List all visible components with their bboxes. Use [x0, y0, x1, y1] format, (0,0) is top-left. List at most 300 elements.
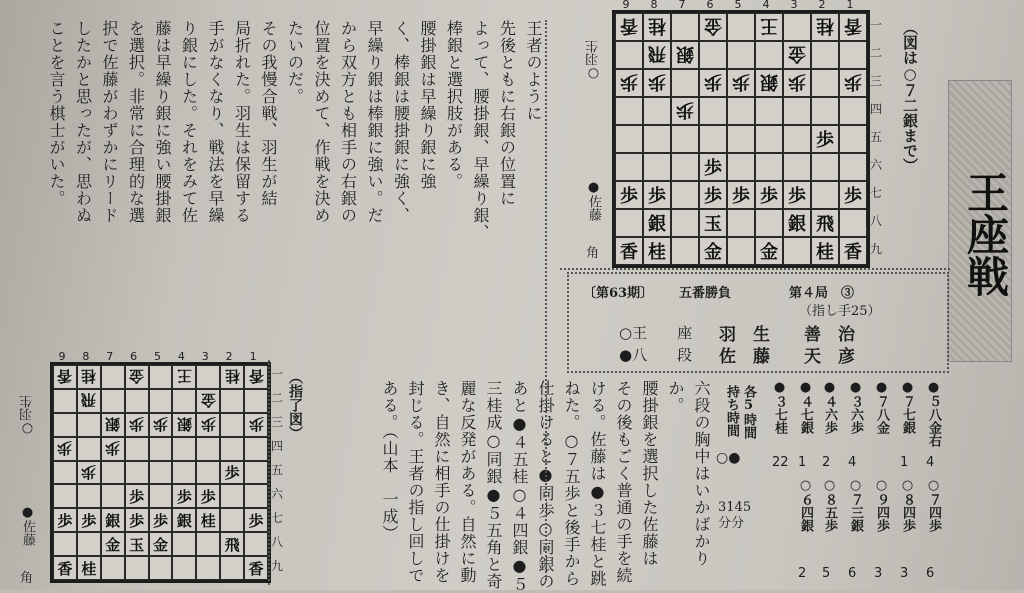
board-square	[671, 181, 699, 209]
board-square	[220, 365, 244, 389]
board-square	[615, 209, 643, 237]
board-square	[699, 97, 727, 125]
board-square	[615, 237, 643, 265]
board-square	[244, 484, 268, 508]
board-square	[172, 556, 196, 580]
sente-piece: 金	[704, 242, 722, 263]
sente-piece: 歩	[788, 186, 806, 207]
gote-piece: 香	[844, 15, 862, 36]
board-square	[811, 69, 839, 97]
gote-piece: 飛	[81, 391, 97, 410]
board-square	[220, 532, 244, 556]
sente-piece: 歩	[732, 186, 750, 207]
board-square	[839, 13, 867, 41]
board-square	[149, 389, 173, 413]
gote-piece: 歩	[129, 415, 145, 434]
bottom-player-label: ●佐藤	[586, 180, 601, 221]
board-square	[755, 209, 783, 237]
black-player-title: ●八 段	[619, 346, 693, 364]
board-square	[244, 532, 268, 556]
file-number: 7	[678, 0, 686, 11]
sente-piece: 金	[152, 535, 168, 554]
sente-piece: 飛	[816, 214, 834, 235]
board-square	[220, 484, 244, 508]
board-square	[77, 556, 101, 580]
board-square	[615, 97, 643, 125]
board-square	[53, 532, 77, 556]
game-info-box	[567, 272, 949, 373]
board-square	[77, 461, 101, 485]
gote-piece: 歩	[200, 415, 216, 434]
column-title-banner	[948, 80, 1012, 362]
article-column: したかと思ったが、思わぬ	[73, 20, 93, 224]
article-column: り銀にした。それをみて佐	[179, 20, 199, 224]
move-entry: ○７三銀	[848, 478, 863, 532]
board-square	[811, 181, 839, 209]
board-square	[755, 13, 783, 41]
board-square	[53, 437, 77, 461]
sente-piece: 銀	[176, 511, 192, 530]
board-square	[125, 389, 149, 413]
board-square	[125, 413, 149, 437]
file-number: 8	[650, 0, 658, 11]
board-square	[101, 484, 125, 508]
rank-number: 七	[870, 185, 883, 200]
board-square	[699, 181, 727, 209]
section-divider	[560, 268, 950, 270]
board-square	[783, 97, 811, 125]
board-square	[125, 461, 149, 485]
sente-piece: 歩	[704, 158, 722, 179]
article-column: 局折れた。羽生は保留する	[232, 20, 252, 224]
sente-piece: 香	[620, 242, 638, 263]
rank-numbers	[271, 362, 283, 577]
board-square	[811, 41, 839, 69]
board-caption: （図は○７二銀まで）	[901, 20, 919, 173]
file-number: 8	[82, 350, 90, 363]
article-column: か。	[666, 380, 685, 414]
rank-number: 三	[870, 73, 883, 88]
article-column: 腰掛銀は早繰り銀に強	[418, 20, 437, 190]
board-square	[727, 125, 755, 153]
board-square	[172, 437, 196, 461]
file-numbers	[50, 350, 265, 363]
board-square	[643, 13, 671, 41]
sente-piece: 金	[105, 535, 121, 554]
gote-piece: 歩	[620, 71, 638, 92]
file-number: 3	[790, 0, 798, 11]
file-number: 6	[706, 0, 714, 11]
board-square	[149, 532, 173, 556]
board-square	[244, 413, 268, 437]
board-square	[783, 13, 811, 41]
article-column: 択で佐藤がわずかにリード	[100, 20, 119, 224]
column-title: 王座戦	[961, 171, 1010, 297]
rank-number: 五	[271, 463, 284, 477]
board-square	[615, 41, 643, 69]
move-time: 1	[798, 455, 807, 470]
article-column: を選択。非常に合理的な選	[126, 20, 146, 224]
move-time: 3	[874, 566, 883, 581]
article-column: よって、腰掛銀、早繰り銀、	[471, 20, 490, 241]
board-square	[149, 461, 173, 485]
board-square	[783, 41, 811, 69]
sente-piece: 歩	[760, 186, 778, 207]
gote-piece: 桂	[648, 15, 666, 36]
article-column: 位置を決めて、作戦を決め	[312, 20, 331, 224]
board-square	[839, 125, 867, 153]
sente-piece: 歩	[816, 130, 834, 151]
rank-number: 九	[271, 558, 284, 573]
board-square	[244, 437, 268, 461]
board-square	[244, 365, 268, 389]
article-column: ことを言う棋士がいた。	[47, 20, 66, 207]
sente-piece: 歩	[176, 487, 192, 506]
gote-piece: 桂	[224, 367, 240, 386]
board-square	[53, 389, 77, 413]
file-number: 1	[249, 350, 257, 363]
board-square	[53, 461, 77, 485]
sente-piece: 歩	[704, 186, 722, 207]
board-square	[53, 413, 77, 437]
board-square	[101, 461, 125, 485]
sente-piece: 歩	[248, 511, 264, 530]
top-player-label: ○羽生	[20, 395, 35, 436]
column-divider	[545, 20, 547, 580]
gote-piece: 銀	[105, 415, 121, 434]
column-divider	[268, 360, 270, 585]
move-time: 4	[848, 455, 857, 470]
gote-piece: 金	[200, 391, 216, 410]
gote-piece: 歩	[152, 415, 168, 434]
board-square	[839, 153, 867, 181]
file-number: 4	[762, 0, 770, 11]
file-number: 5	[154, 350, 161, 363]
board-square	[149, 508, 173, 532]
board-square	[196, 461, 220, 485]
sente-piece: 歩	[152, 511, 168, 530]
board-square	[643, 209, 671, 237]
board-square	[671, 125, 699, 153]
gote-piece: 香	[57, 367, 73, 386]
move-entry: ○８五歩	[822, 478, 837, 532]
rank-numbers	[870, 10, 882, 262]
move-entry: ○８四歩	[900, 478, 915, 532]
sente-piece: 歩	[844, 186, 862, 207]
move-entry: ●４六歩	[822, 380, 837, 434]
board-square	[699, 41, 727, 69]
board-square	[811, 237, 839, 265]
board-square	[727, 209, 755, 237]
article-column: 王者のように	[524, 20, 543, 122]
board-square	[149, 413, 173, 437]
article-column: 藤は早繰り銀に強い腰掛銀	[153, 20, 172, 224]
board-square	[839, 69, 867, 97]
article-column: 早繰り銀は棒銀に強い。だ	[365, 20, 384, 224]
board-square	[101, 365, 125, 389]
board-square	[149, 484, 173, 508]
article-column: く、棒銀は腰掛銀に強く、	[391, 20, 411, 224]
board-square	[149, 437, 173, 461]
board-square	[755, 181, 783, 209]
board-square	[671, 41, 699, 69]
sente-piece: 香	[57, 559, 73, 578]
gote-piece: 歩	[704, 71, 722, 92]
board-square	[839, 209, 867, 237]
article-column: 先後ともに右銀の位置に	[497, 20, 517, 207]
board-square	[196, 484, 220, 508]
move-entry: ●４七銀	[798, 380, 813, 434]
board-square	[671, 69, 699, 97]
article-column: 三桂成○同銀●５五角と奇	[484, 380, 503, 590]
file-number: 1	[846, 0, 854, 11]
sente-piece: 歩	[648, 186, 666, 207]
sente-piece: 桂	[200, 511, 216, 530]
time-used: 3145分分	[718, 500, 752, 531]
board-square	[172, 532, 196, 556]
board-square	[77, 484, 101, 508]
board-square	[699, 237, 727, 265]
rank-number: 四	[271, 439, 284, 454]
gote-piece: 王	[760, 15, 778, 36]
board-square	[172, 484, 196, 508]
board-square	[196, 508, 220, 532]
move-entry: ●５八金右	[926, 380, 941, 447]
gote-piece: 香	[248, 367, 264, 386]
sente-piece: 飛	[224, 535, 240, 554]
sente-piece: 歩	[224, 463, 240, 482]
board-square	[783, 153, 811, 181]
board-square	[172, 389, 196, 413]
file-number: 2	[225, 350, 233, 363]
gote-piece: 歩	[57, 439, 73, 458]
gote-piece: 歩	[788, 71, 806, 92]
board-square	[811, 97, 839, 125]
board-square	[53, 484, 77, 508]
gote-piece: 歩	[105, 439, 121, 458]
board-square	[77, 508, 101, 532]
board-square	[53, 556, 77, 580]
sente-piece: 歩	[200, 487, 216, 506]
board-square	[77, 413, 101, 437]
board-square	[196, 437, 220, 461]
board-square	[727, 181, 755, 209]
board-square	[699, 69, 727, 97]
board-square	[149, 556, 173, 580]
gote-piece: 歩	[248, 415, 264, 434]
top-player-label: ○羽生	[586, 40, 601, 81]
board-square	[196, 389, 220, 413]
sente-piece: 歩	[129, 511, 145, 530]
article-column: 仕掛けると●同歩○同銀の	[536, 380, 555, 590]
gote-piece: 歩	[676, 99, 694, 120]
file-number: 3	[201, 350, 209, 363]
rank-number: 二	[271, 391, 284, 406]
gote-piece: 歩	[81, 462, 97, 481]
sente-piece: 香	[248, 559, 264, 578]
shogi-board	[612, 10, 870, 268]
rank-number: 六	[271, 486, 284, 501]
board-square	[53, 365, 77, 389]
gote-piece: 金	[788, 43, 806, 64]
board-square	[125, 556, 149, 580]
board-square	[727, 41, 755, 69]
board-square	[101, 508, 125, 532]
move-entry: ○９四歩	[874, 478, 889, 532]
board-square	[755, 69, 783, 97]
white-player-name: 羽 生 善 治	[719, 325, 855, 345]
board-square	[699, 13, 727, 41]
sente-piece: 歩	[81, 511, 97, 530]
file-number: 7	[106, 350, 114, 363]
board-square	[755, 125, 783, 153]
gote-piece: 銀	[176, 415, 192, 434]
file-numbers	[612, 0, 864, 11]
gote-piece: 歩	[648, 71, 666, 92]
board-square	[811, 13, 839, 41]
rank-number: 八	[870, 213, 883, 228]
article-column: 手がなくなり、戦法を早繰	[206, 20, 225, 224]
gote-piece: 桂	[81, 367, 97, 386]
sente-piece: 歩	[57, 511, 73, 530]
board-square	[643, 97, 671, 125]
sente-piece: 玉	[129, 535, 145, 554]
board-square	[220, 389, 244, 413]
move-time: 6	[848, 566, 857, 581]
board-square	[172, 413, 196, 437]
sente-piece: 桂	[648, 242, 666, 263]
move-entry: ○７四歩	[926, 478, 941, 532]
move-time: 5	[822, 566, 831, 581]
board-square	[172, 365, 196, 389]
gote-piece: 桂	[816, 15, 834, 36]
board-square	[615, 69, 643, 97]
article-column: たいのだ。	[285, 20, 305, 105]
rank-number: 八	[271, 534, 284, 549]
move-time: 1	[900, 455, 909, 470]
rank-number: 四	[870, 101, 883, 116]
file-number: 9	[58, 350, 66, 363]
board-square	[671, 209, 699, 237]
gote-piece: 歩	[732, 71, 750, 92]
rank-number: 一	[870, 17, 883, 32]
board-square	[53, 508, 77, 532]
board-square	[244, 461, 268, 485]
board-square	[783, 69, 811, 97]
sente-piece: 銀	[788, 214, 806, 235]
board-square	[643, 69, 671, 97]
tournament-period: 〔第63期〕	[583, 286, 654, 301]
board-square	[783, 181, 811, 209]
move-entry: ●３六歩	[848, 380, 863, 434]
board-square	[125, 532, 149, 556]
sente-piece: 歩	[620, 186, 638, 207]
black-player-name: 佐 藤 天 彦	[719, 347, 855, 367]
article-column: その後もごく普通の手を続	[614, 380, 633, 584]
time-allowed-label-2: 持ち時間	[724, 385, 739, 437]
board-square	[727, 237, 755, 265]
board-square	[727, 97, 755, 125]
article-column: あと●４五桂○４四銀●５	[510, 380, 529, 593]
rank-number: 五	[870, 129, 883, 144]
article-column: 六段の胸中はいかばかり	[692, 380, 711, 567]
move-time: 2	[822, 455, 831, 470]
board-square	[839, 41, 867, 69]
gote-piece: 銀	[760, 71, 778, 92]
article-column: ねた。○７五歩と後手から	[562, 380, 581, 587]
board-square	[615, 13, 643, 41]
board-square	[101, 532, 125, 556]
white-player-title: ○王 座	[619, 324, 693, 342]
board-square	[783, 237, 811, 265]
board-square	[811, 209, 839, 237]
rank-number: 六	[870, 157, 883, 172]
board-square	[643, 237, 671, 265]
board-square	[220, 437, 244, 461]
gote-piece: 銀	[676, 43, 694, 64]
file-number: 2	[818, 0, 826, 11]
board-square	[699, 209, 727, 237]
sente-piece: 銀	[105, 511, 121, 530]
file-number: 6	[130, 350, 138, 363]
board-caption: （指了図）	[287, 370, 303, 440]
board-square	[643, 181, 671, 209]
move-time: 22	[772, 455, 789, 470]
rank-number: 九	[870, 241, 883, 256]
board-square	[727, 69, 755, 97]
board-square	[671, 153, 699, 181]
move-entry: ○６四銀	[798, 478, 813, 532]
sente-piece: 銀	[648, 214, 666, 235]
file-number: 9	[622, 0, 630, 11]
article-column: き、自然に相手の仕掛けを	[432, 380, 451, 584]
board-square	[77, 365, 101, 389]
board-square	[172, 508, 196, 532]
board-square	[783, 209, 811, 237]
board-square	[615, 153, 643, 181]
file-number: 5	[734, 0, 742, 11]
move-time: 6	[926, 566, 935, 581]
match-format: 五番勝負	[679, 286, 732, 301]
board-square	[839, 181, 867, 209]
time-allowed-label: 各5時間	[741, 385, 756, 439]
board-square	[125, 484, 149, 508]
bottom-player-hand: 角	[20, 571, 34, 586]
sente-piece: 歩	[129, 487, 145, 506]
sente-piece: 玉	[704, 214, 722, 235]
sente-piece: 金	[760, 242, 778, 263]
board-square	[671, 237, 699, 265]
article-column: 棒銀と選択肢がある。	[444, 20, 464, 190]
board-square	[77, 437, 101, 461]
board-square	[755, 41, 783, 69]
board-square	[643, 41, 671, 69]
board-square	[101, 556, 125, 580]
board-square	[149, 365, 173, 389]
board-square	[839, 237, 867, 265]
board-square	[220, 413, 244, 437]
board-square	[727, 153, 755, 181]
gote-piece: 飛	[648, 43, 666, 64]
article-column: その我慢合戦、羽生が結	[259, 20, 278, 207]
board-square	[220, 556, 244, 580]
article-column: 腰掛銀を選択した佐藤は	[640, 380, 659, 567]
file-number: 4	[177, 350, 185, 363]
gote-piece: 金	[704, 15, 722, 36]
move-time: 4	[926, 455, 935, 470]
board-square	[755, 237, 783, 265]
board-square	[244, 556, 268, 580]
